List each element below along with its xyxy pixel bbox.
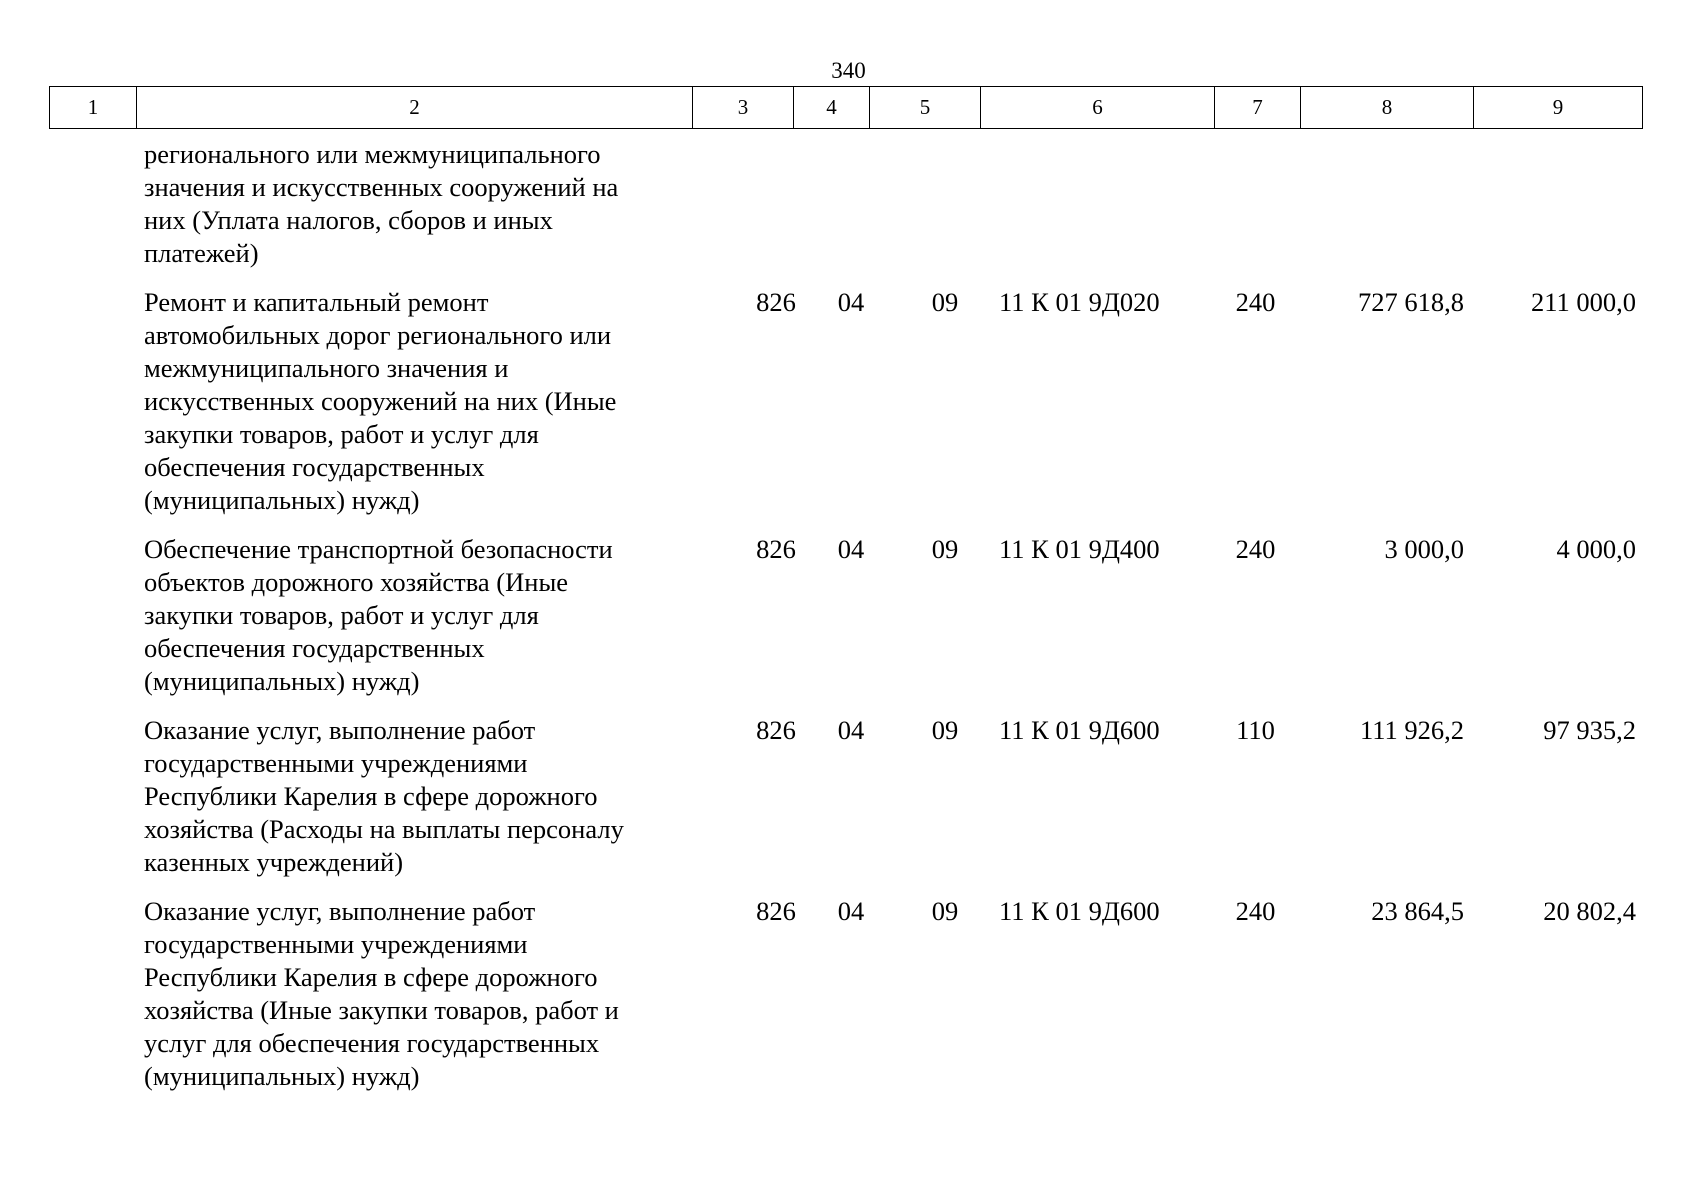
table-row bbox=[49, 286, 1642, 517]
description-line: Республики Карелия в сфере дорожного bbox=[144, 962, 598, 992]
description-line: Оказание услуг, выполнение работ bbox=[144, 715, 536, 745]
page-number: 340 bbox=[831, 58, 866, 83]
description-line: них (Уплата налогов, сборов и иных bbox=[144, 205, 553, 235]
section-code: 04 bbox=[837, 287, 865, 317]
column-header-6: 6 bbox=[981, 87, 1215, 129]
ministry-code: 826 bbox=[756, 715, 796, 745]
description-line: казенных учреждений) bbox=[144, 847, 404, 877]
expense-type-code: 240 bbox=[1235, 534, 1276, 564]
description-line: хозяйства (Иные закупки товаров, работ и bbox=[144, 995, 619, 1025]
amount-col-9: 4 000,0 bbox=[1556, 534, 1636, 564]
description-line: Обеспечение транспортной безопасности bbox=[144, 534, 613, 564]
row-description bbox=[144, 714, 724, 879]
ministry-code: 826 bbox=[756, 287, 796, 317]
expense-type-code: 240 bbox=[1235, 896, 1276, 926]
subsection-code: 09 bbox=[931, 287, 959, 317]
description-line: значения и искусственных сооружений на bbox=[144, 172, 619, 202]
column-header-7: 7 bbox=[1215, 87, 1301, 129]
table-row bbox=[49, 138, 1642, 270]
target-article-code: 11 К 01 9Д600 bbox=[999, 896, 1160, 926]
section-code: 04 bbox=[837, 715, 865, 745]
section-code: 04 bbox=[837, 534, 865, 564]
budget-rows bbox=[49, 138, 1642, 1093]
description-line: обеспечения государственных bbox=[144, 452, 485, 482]
amount-col-8: 3 000,0 bbox=[1384, 534, 1464, 564]
description-line: межмуниципального значения и bbox=[144, 353, 509, 383]
section-code: 04 bbox=[837, 896, 865, 926]
description-line: (муниципальных) нужд) bbox=[144, 1061, 420, 1091]
description-line: закупки товаров, работ и услуг для bbox=[144, 600, 539, 630]
row-description bbox=[144, 533, 724, 698]
description-line: автомобильных дорог регионального или bbox=[144, 320, 612, 350]
expense-type-code: 110 bbox=[1236, 715, 1275, 745]
target-article-code: 11 К 01 9Д600 bbox=[999, 715, 1160, 745]
subsection-code: 09 bbox=[931, 715, 959, 745]
target-article-code: 11 К 01 9Д400 bbox=[999, 534, 1160, 564]
subsection-code: 09 bbox=[931, 896, 959, 926]
column-header-3: 3 bbox=[693, 87, 794, 129]
column-header-1: 1 bbox=[50, 87, 137, 129]
description-line: Оказание услуг, выполнение работ bbox=[144, 896, 536, 926]
row-description bbox=[144, 138, 724, 270]
description-line: платежей) bbox=[144, 238, 259, 268]
description-line: государственными учреждениями bbox=[144, 929, 528, 959]
table-row bbox=[49, 895, 1642, 1093]
description-line: (муниципальных) нужд) bbox=[144, 666, 420, 696]
column-header-4: 4 bbox=[794, 87, 870, 129]
expense-type-code: 240 bbox=[1235, 287, 1276, 317]
amount-col-8: 727 618,8 bbox=[1358, 287, 1464, 317]
description-line: обеспечения государственных bbox=[144, 633, 485, 663]
table-row bbox=[49, 533, 1642, 698]
column-header-5: 5 bbox=[870, 87, 981, 129]
amount-col-9: 97 935,2 bbox=[1543, 715, 1636, 745]
ministry-code: 826 bbox=[756, 534, 796, 564]
column-header-9: 9 bbox=[1474, 87, 1643, 129]
column-header-2: 2 bbox=[137, 87, 693, 129]
subsection-code: 09 bbox=[931, 534, 959, 564]
row-description bbox=[144, 895, 724, 1093]
description-line: Ремонт и капитальный ремонт bbox=[144, 287, 489, 317]
description-line: искусственных сооружений на них (Иные bbox=[144, 386, 617, 416]
description-line: регионального или межмуниципального bbox=[144, 139, 601, 169]
amount-col-9: 211 000,0 bbox=[1530, 287, 1636, 317]
description-line: (муниципальных) нужд) bbox=[144, 485, 420, 515]
description-line: Республики Карелия в сфере дорожного bbox=[144, 781, 598, 811]
description-line: хозяйства (Расходы на выплаты персоналу bbox=[144, 814, 624, 844]
target-article-code: 11 К 01 9Д020 bbox=[999, 287, 1160, 317]
description-line: государственными учреждениями bbox=[144, 748, 528, 778]
description-line: закупки товаров, работ и услуг для bbox=[144, 419, 539, 449]
description-line: объектов дорожного хозяйства (Иные bbox=[144, 567, 569, 597]
ministry-code: 826 bbox=[756, 896, 796, 926]
column-header-table bbox=[49, 86, 1643, 129]
amount-col-9: 20 802,4 bbox=[1543, 896, 1636, 926]
table-row bbox=[49, 714, 1642, 879]
column-header-8: 8 bbox=[1301, 87, 1474, 129]
row-description bbox=[144, 286, 724, 517]
amount-col-8: 111 926,2 bbox=[1359, 715, 1464, 745]
description-line: услуг для обеспечения государственных bbox=[144, 1028, 600, 1058]
amount-col-8: 23 864,5 bbox=[1371, 896, 1464, 926]
